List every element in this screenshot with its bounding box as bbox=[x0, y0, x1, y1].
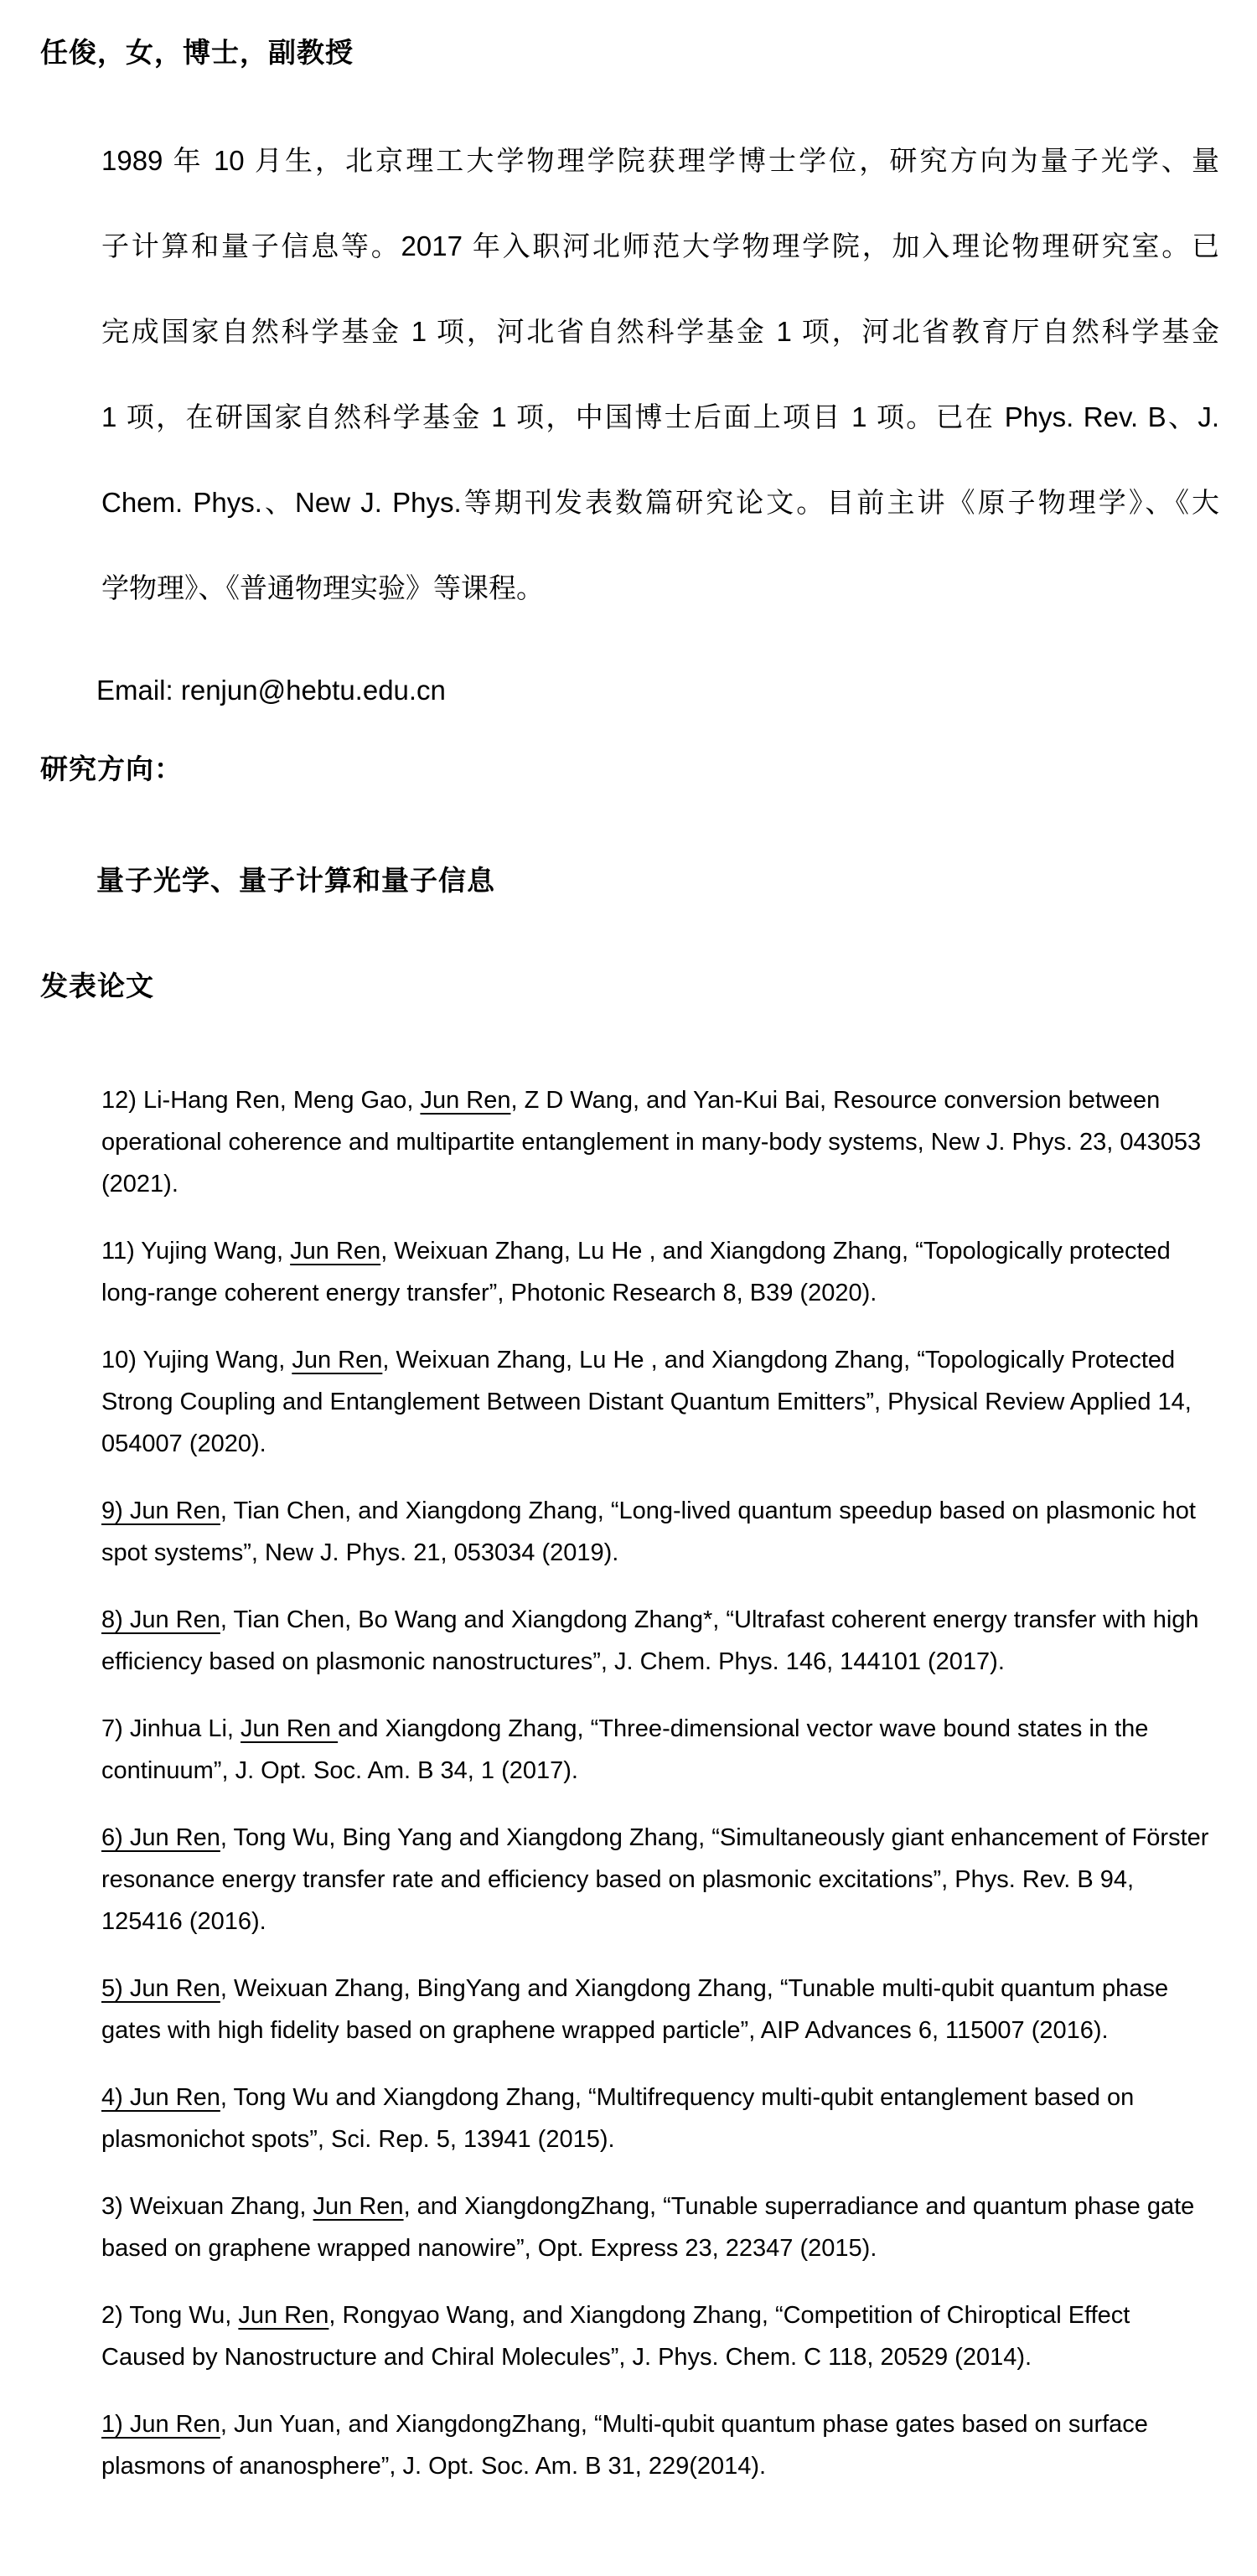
author-underline: Jun Ren bbox=[238, 2302, 329, 2329]
publication-item bbox=[101, 1968, 1219, 2051]
publication-pre: 11) Yujing Wang, bbox=[101, 1238, 291, 1265]
author-underline: Jun Ren bbox=[292, 1347, 383, 1373]
publication-item bbox=[101, 1599, 1219, 1683]
author-underline: Jun Ren bbox=[420, 1087, 511, 1114]
publication-post: and Xiangdong Zhang, “Three-dimensional vector wave bound states in the continuum”, J. Opt. Soc. Am. B 34, 1 (2017). bbox=[101, 1715, 1149, 1784]
publications-heading: 发表论文 bbox=[40, 970, 154, 1001]
publication-post: , Weixuan Zhang, BingYang and Xiangdong Zhang, “Tunable multi-qubit quantum phase gates with high fidelity based on graphene wrapped particle”, AIP Advances 6, 115007 (2016). bbox=[101, 1975, 1169, 2044]
publication-post: , Rongyao Wang, and Xiangdong Zhang, “Competition of Chiroptical Effect Caused by Nanostructure and Chiral Molecules”, J. Phys. Chem. C 118, 20529 (2014). bbox=[101, 2302, 1130, 2371]
publication-item bbox=[101, 1708, 1219, 1792]
publication-item bbox=[101, 2294, 1219, 2378]
publication-post: , and XiangdongZhang, “Tunable superradiance and quantum phase gate based on graphene wrapped nanowire”, Opt. Express 23, 22347 (2015). bbox=[101, 2193, 1195, 2262]
author-underline: 6) Jun Ren bbox=[101, 1824, 220, 1851]
author-underline: 5) Jun Ren bbox=[101, 1975, 220, 2002]
publication-post: , Jun Yuan, and XiangdongZhang, “Multi-qubit quantum phase gates based on surface plasmons of ananosphere”, J. Opt. Soc. Am. B 31, 229(2014). bbox=[101, 2411, 1148, 2480]
publication-list bbox=[101, 1079, 1219, 2487]
publication-pre: 10) Yujing Wang, bbox=[101, 1347, 292, 1373]
author-underline: 4) Jun Ren bbox=[101, 2084, 220, 2111]
publication-post: , Tian Chen, and Xiangdong Zhang, “Long-lived quantum speedup based on plasmonic hot spot systems”, New J. Phys. 21, 053034 (2019). bbox=[101, 1497, 1196, 1566]
publication-pre: 2) Tong Wu, bbox=[101, 2302, 239, 2329]
publication-post: , Weixuan Zhang, Lu He , and Xiangdong Zhang, “Topologically protected long-range coherent energy transfer”, Photonic Research 8, B39 (2020). bbox=[101, 1238, 1171, 1306]
publication-pre: 3) Weixuan Zhang, bbox=[101, 2193, 313, 2220]
author-underline: Jun Ren bbox=[313, 2193, 404, 2220]
publication-post: , Tong Wu and Xiangdong Zhang, “Multifrequency multi-qubit entanglement based on plasmonichot spots”, Sci. Rep. 5, 13941 (2015). bbox=[101, 2084, 1135, 2153]
research-content: 量子光学、量子计算和量子信息 bbox=[96, 865, 495, 896]
bio-line: 1 项，在研国家自然科学基金 1 项，中国博士后面上项目 1 项。已在 Phys. Rev. B、J. bbox=[101, 401, 1219, 432]
publication-post: , Weixuan Zhang, Lu He , and Xiangdong Zhang, “Topologically Protected Strong Coupling and Entanglement Between Distant Quantum Emitters”, Physical Review Applied 14, 054007 (2020). bbox=[101, 1347, 1192, 1457]
bio-line: 完成国家自然科学基金 1 项，河北省自然科学基金 1 项，河北省教育厅自然科学基金 bbox=[101, 316, 1219, 347]
bio-line: Chem. Phys.、New J. Phys.等期刊发表数篇研究论文。目前主讲《原子物理学》、《大 bbox=[101, 487, 1219, 518]
author-underline: Jun Ren bbox=[241, 1715, 339, 1742]
publication-pre: 12) Li-Hang Ren, Meng Gao, bbox=[101, 1087, 421, 1114]
author-underline: 1) Jun Ren bbox=[101, 2411, 220, 2438]
publication-item bbox=[101, 1230, 1219, 1314]
publication-item bbox=[101, 1339, 1219, 1465]
publication-post: , Tong Wu, Bing Yang and Xiangdong Zhang, “Simultaneously giant enhancement of Förster resonance energy transfer rate and efficiency based on plasmonic excitations”, Phys. Rev. B 94, 125416 (2016). bbox=[101, 1824, 1209, 1935]
bio-line: 1989 年 10 月生，北京理工大学物理学院获理学博士学位，研究方向为量子光学、量 bbox=[101, 145, 1219, 176]
email-text: Email: renjun@hebtu.edu.cn bbox=[96, 675, 446, 706]
research-heading: 研究方向： bbox=[40, 753, 183, 784]
publication-item bbox=[101, 2185, 1219, 2269]
author-underline: 9) Jun Ren bbox=[101, 1497, 220, 1524]
bio-line: 学物理》、《普通物理实验》等课程。 bbox=[101, 572, 544, 603]
publication-item bbox=[101, 1490, 1219, 1574]
page-title: 任俊，女，博士，副教授 bbox=[40, 37, 354, 68]
bio-paragraph bbox=[101, 118, 1219, 631]
publication-post: , Z D Wang, and Yan-Kui Bai, Resource conversion between operational coherence and multipartite entanglement in many-body systems, New J. Phys. 23, 043053 (2021). bbox=[101, 1087, 1202, 1197]
author-underline: 8) Jun Ren bbox=[101, 1606, 220, 1633]
publication-item bbox=[101, 2403, 1219, 2487]
publication-post: , Tian Chen, Bo Wang and Xiangdong Zhang*, “Ultrafast coherent energy transfer with high efficiency based on plasmonic nanostructures”, J. Chem. Phys. 146, 144101 (2017). bbox=[101, 1606, 1199, 1675]
author-underline: Jun Ren bbox=[290, 1238, 381, 1265]
publication-item bbox=[101, 1079, 1219, 1205]
bio-line: 子计算和量子信息等。2017 年入职河北师范大学物理学院，加入理论物理研究室。已 bbox=[101, 230, 1219, 261]
publication-pre: 7) Jinhua Li, bbox=[101, 1715, 241, 1742]
publication-item bbox=[101, 2077, 1219, 2160]
publication-item bbox=[101, 1817, 1219, 1942]
